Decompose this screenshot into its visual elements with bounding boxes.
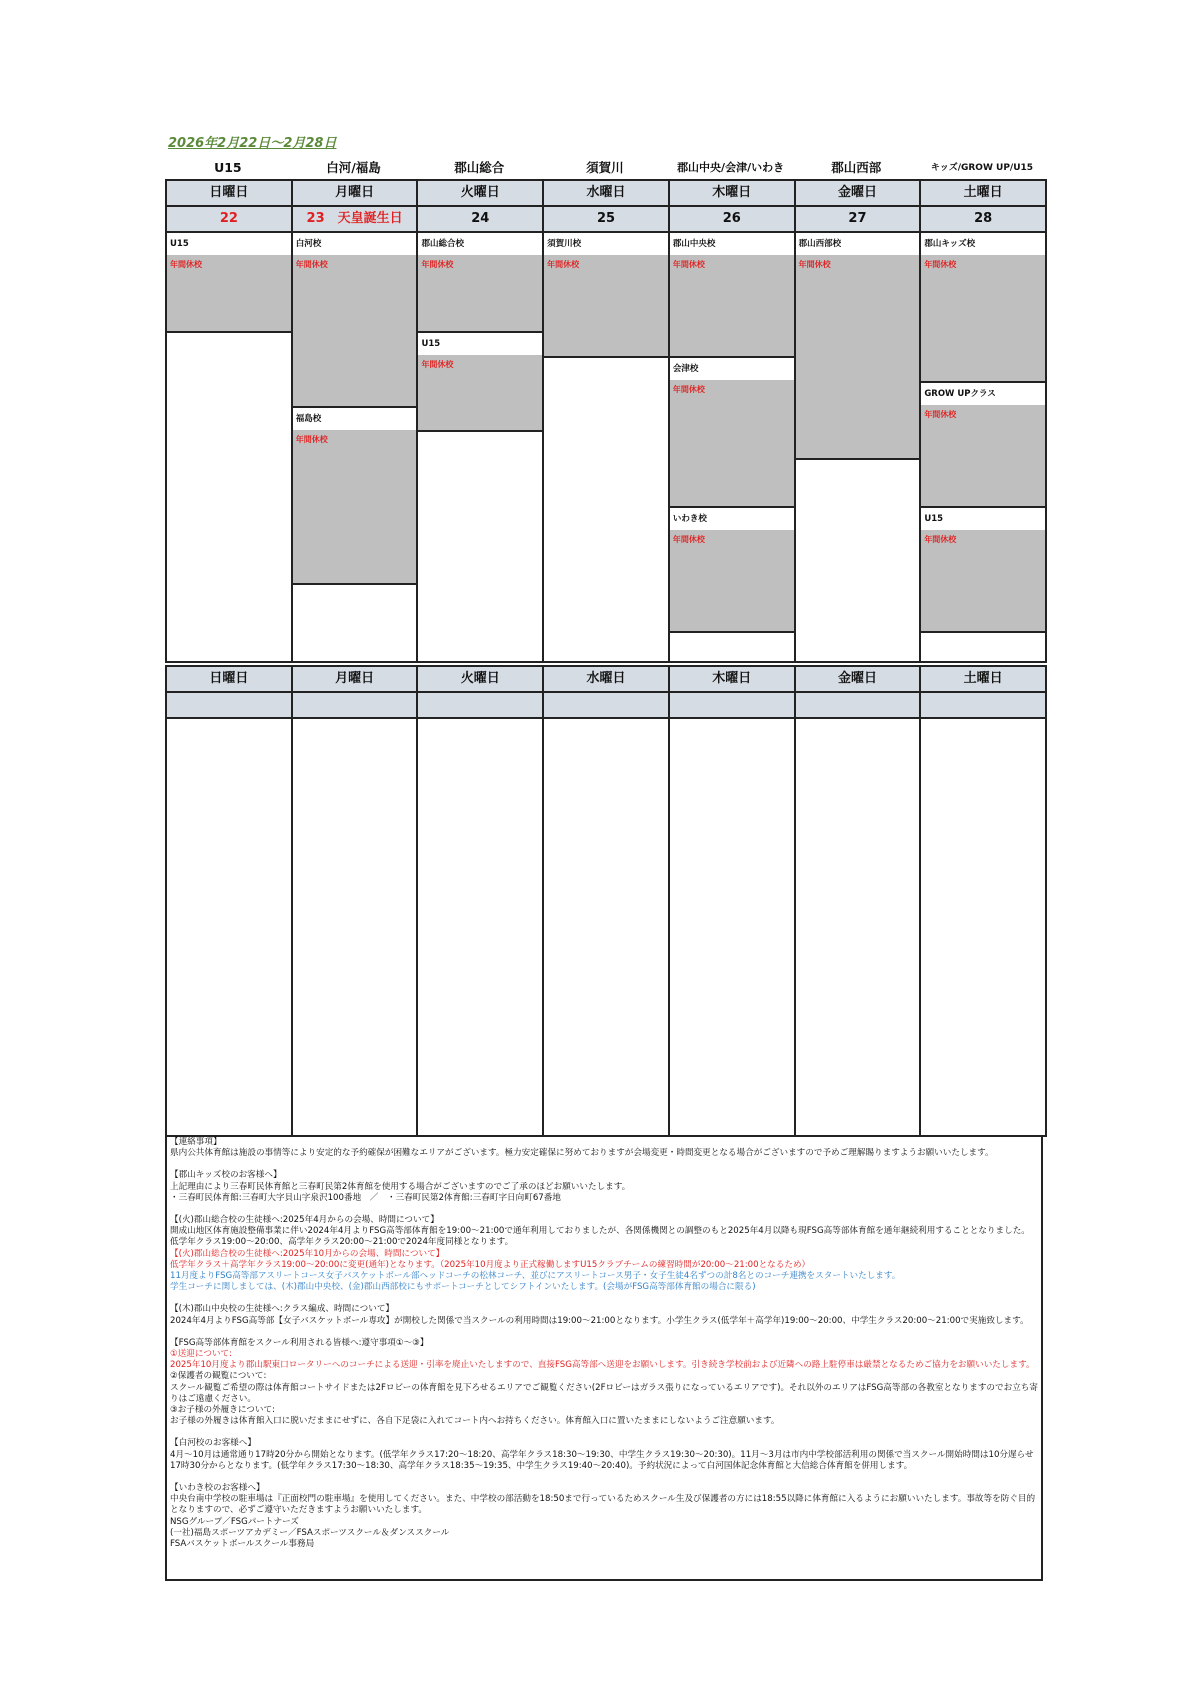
location-label: 郡山西部	[831, 160, 882, 175]
notes-heading: 【郡山キッズ校のお客様へ】	[170, 1170, 282, 1181]
location-label: 郡山総合	[454, 160, 505, 175]
notes-heading: 【(木)郡山中央校の生徒様へ:クラス編成、時間について】	[170, 1304, 395, 1315]
weekday-cell: 水曜日	[544, 181, 670, 205]
signature-line: (一社)福島スポーツアカデミー／FSAスポーツスクール＆ダンススクール	[170, 1527, 450, 1538]
notes-heading: 【FSG高等部体育館をスクール利用される皆様へ:遵守事項①～③】	[170, 1337, 429, 1348]
notes-text-info: 学生コーチに関しましては、(木)郡山中央校、(金)郡山西部校にもサポートコーチとしてシフトインいたします。(会場がFSG高等部体育館の場合に限る)	[170, 1282, 756, 1293]
day-column-mon	[293, 233, 419, 661]
date-cell: 25	[544, 207, 670, 231]
class-name: 郡山中央校	[670, 233, 794, 255]
closed-status: 年間休校	[670, 380, 794, 508]
closed-status: 年間休校	[670, 255, 794, 358]
date-cell: 27	[796, 207, 922, 231]
signature-line: NSGグループ／FSGパートナーズ	[170, 1516, 299, 1527]
notes-subheading-alert: ①送迎について:	[170, 1349, 232, 1360]
class-name: 郡山総合校	[418, 233, 542, 255]
notes-text: 中央台南中学校の駐車場は『正面校門の駐車場』を使用してください。また、中学校の部活動を18:50まで行っているためスクール生及び保護者の方には18:55以降に体育館に入るようにお願いいたします。事故等を防ぐ目的となりますので、必ずご遵守いただきますようお願いいたします。	[170, 1494, 1036, 1516]
date-cell	[670, 693, 796, 717]
schedule-body-row	[167, 231, 1047, 663]
notes-text: 県内公共体育館は施設の事情等により安定的な予約確保が困難なエリアがございます。極力安定確保に努めておりますが会場変更・時間変更となる場合がございますので予めご理解賜りますようお願いいたします。	[170, 1148, 994, 1159]
closed-status: 年間休校	[293, 255, 417, 408]
weekday-header-row	[167, 665, 1047, 691]
location-label: 白河/福島	[326, 160, 381, 175]
class-name: 白河校	[293, 233, 417, 255]
date-cell	[167, 693, 293, 717]
notes-text-alert: 低学年クラス＋高学年クラス19:00～20:00に変更(通年)となります。（2025年10月度より正式稼働しますU15クラブチームの練習時間が20:00～21:00となるため）	[170, 1259, 811, 1270]
date-cell: 24	[418, 207, 544, 231]
notes-subheading: ②保護者の観覧について:	[170, 1371, 267, 1382]
day-column	[167, 719, 293, 1135]
day-column	[544, 719, 670, 1135]
signature-line: FSAバスケットボールスクール事務局	[170, 1539, 315, 1550]
closed-status: 年間休校	[418, 355, 542, 432]
date-cell: 26	[670, 207, 796, 231]
weekday-cell: 月曜日	[293, 181, 419, 205]
day-column	[670, 719, 796, 1135]
closed-status: 年間休校	[921, 255, 1045, 383]
class-name: GROW UPクラス	[921, 383, 1045, 405]
notes-text-alert: 2025年10月度より郡山駅東口ロータリーへのコーチによる送迎・引率を廃止いたしますので、直接FSG高等部へ送迎をお願いします。引き続き学校前および近隣への路上駐停車は厳禁となるためご協力をお願いいたします。	[170, 1360, 1035, 1371]
date-cell	[418, 693, 544, 717]
notes-address: ・三春町民体育館:三春町大字貝山字泉沢100番地 ／ ・三春町民第2体育館:三春町字日向町67番地	[170, 1192, 561, 1203]
schedule-body-row-empty	[167, 717, 1047, 1137]
weekday-cell: 土曜日	[921, 667, 1047, 691]
class-name: 会津校	[670, 358, 794, 380]
notes-text: 2024年4月よりFSG高等部【女子バスケットボール専攻】が開校した関係で当スクールの利用時間は19:00～21:00となります。小学生クラス(低学年＋高学年)19:00～20:00、中学生クラス20:00～21:00で実施致します。	[170, 1315, 1029, 1326]
location-label: 郡山中央/会津/いわき	[677, 161, 785, 174]
day-column	[921, 719, 1047, 1135]
schedule-grid-week1	[165, 179, 1047, 663]
closed-status: 年間休校	[921, 405, 1045, 508]
closed-status: 年間休校	[796, 255, 920, 460]
notes-heading: 【白河校のお客様へ】	[170, 1438, 256, 1449]
weekday-header-row	[167, 179, 1047, 205]
notes-subheading: ③お子様の外履きについて:	[170, 1405, 275, 1416]
weekday-cell: 土曜日	[921, 181, 1047, 205]
class-name: 郡山キッズ校	[921, 233, 1045, 255]
location-row	[165, 157, 1045, 179]
notes-text: 開成山地区体育施設整備事業に伴い2024年4月よりFSG高等部体育館を19:00～21:00で通年利用しておりましたが、各関係機関との調整のもと2025年4月以降も現FSG高等部体育館を通年継続利用することとなりました。低学年クラス19:00～20:00、高学年クラス20:00～21:00で2024年度同様となります。	[170, 1226, 1030, 1248]
class-name: 須賀川校	[544, 233, 668, 255]
day-column	[418, 719, 544, 1135]
day-column-thu	[670, 233, 796, 661]
closed-status: 年間休校	[670, 530, 794, 633]
weekday-cell: 日曜日	[167, 667, 293, 691]
day-column-sat	[921, 233, 1047, 661]
date-cell	[544, 693, 670, 717]
date-row-empty	[167, 691, 1047, 717]
weekday-cell: 火曜日	[418, 181, 544, 205]
location-label: キッズ/GROW UP/U15	[930, 163, 1034, 173]
day-column-sun	[167, 233, 293, 661]
closed-status: 年間休校	[167, 255, 291, 333]
notes-text: 4月～10月は通常通り17時20分から開始となります。(低学年クラス17:20～18:20、高学年クラス18:30～19:30、中学生クラス19:30～20:30)。11月～3月は市内中学校部活利用の関係で当スクール開始時間は10分遅らせ17時30分からとなります。(低学年クラス17:30～18:30、高学年クラス18:35～19:35、中学生クラス19:40～20:40)。予約状況によって白河国体記念体育館と大信総合体育館を併用します。	[170, 1449, 1034, 1471]
date-cell: 28	[921, 207, 1047, 231]
date-cell: 22	[167, 207, 293, 231]
day-column-fri	[796, 233, 922, 661]
closed-status: 年間休校	[418, 255, 542, 333]
class-name: いわき校	[670, 508, 794, 530]
class-name: 郡山西部校	[796, 233, 920, 255]
notes-text-info: 11月度よりFSG高等部アスリートコース女子バスケットボール部ヘッドコーチの松林コーチ、並びにアスリートコース男子・女子生徒4名ずつの計8名とのコーチ連携をスタートいたします。	[170, 1271, 901, 1282]
closed-status: 年間休校	[544, 255, 668, 358]
date-cell-holiday: 23 天皇誕生日	[293, 207, 419, 231]
weekday-cell: 水曜日	[544, 667, 670, 691]
location-label: U15	[214, 160, 242, 175]
weekday-cell: 金曜日	[796, 181, 922, 205]
closed-status: 年間休校	[921, 530, 1045, 633]
notes-heading: 【いわき校のお客様へ】	[170, 1483, 265, 1494]
notes-text: スクール観覧ご希望の際は体育館コートサイドまたは2Fロビーの体育館を見下ろせるエリアでご観覧ください(2Fロビーはガラス張りになっているエリアです)。それ以外のエリアはFSG高等部の各教室となりますのでお立ち寄りはご遠慮ください。	[170, 1382, 1038, 1404]
class-name: U15	[167, 233, 291, 255]
closed-status: 年間休校	[293, 430, 417, 585]
notes-text: 上記理由により三春町民体育館と三春町民第2体育館を使用する場合がございますのでご了承のほどお願いいたします。	[170, 1181, 631, 1192]
weekday-cell: 日曜日	[167, 181, 293, 205]
weekday-cell: 月曜日	[293, 667, 419, 691]
date-cell	[293, 693, 419, 717]
day-column-tue	[418, 233, 544, 661]
notes-heading: 【(火)郡山総合校の生徒様へ:2025年4月からの会場、時間について】	[170, 1215, 439, 1226]
day-column	[796, 719, 922, 1135]
notes-heading: 【連絡事項】	[170, 1137, 222, 1147]
class-name: 福島校	[293, 408, 417, 430]
date-cell	[796, 693, 922, 717]
week-title: 2026年2月22日～2月28日	[168, 136, 337, 151]
weekday-cell: 木曜日	[670, 181, 796, 205]
weekday-cell: 火曜日	[418, 667, 544, 691]
date-cell	[921, 693, 1047, 717]
notes-text: お子様の外履きは体育館入口に脱いだままにせずに、各自下足袋に入れてコート内へお持ちください。体育館入口に置いたままにしないようご注意願います。	[170, 1416, 780, 1427]
location-label: 須賀川	[586, 160, 624, 175]
notes-section	[165, 1135, 1043, 1581]
class-name: U15	[921, 508, 1045, 530]
weekday-cell: 金曜日	[796, 667, 922, 691]
day-column	[293, 719, 419, 1135]
notes-heading-alert: 【(火)郡山総合校の生徒様へ:2025年10月からの会場、時間について】	[170, 1248, 445, 1259]
schedule-grid-week2	[165, 665, 1047, 1137]
class-name: U15	[418, 333, 542, 355]
day-column-wed	[544, 233, 670, 661]
date-row	[167, 205, 1047, 231]
weekday-cell: 木曜日	[670, 667, 796, 691]
